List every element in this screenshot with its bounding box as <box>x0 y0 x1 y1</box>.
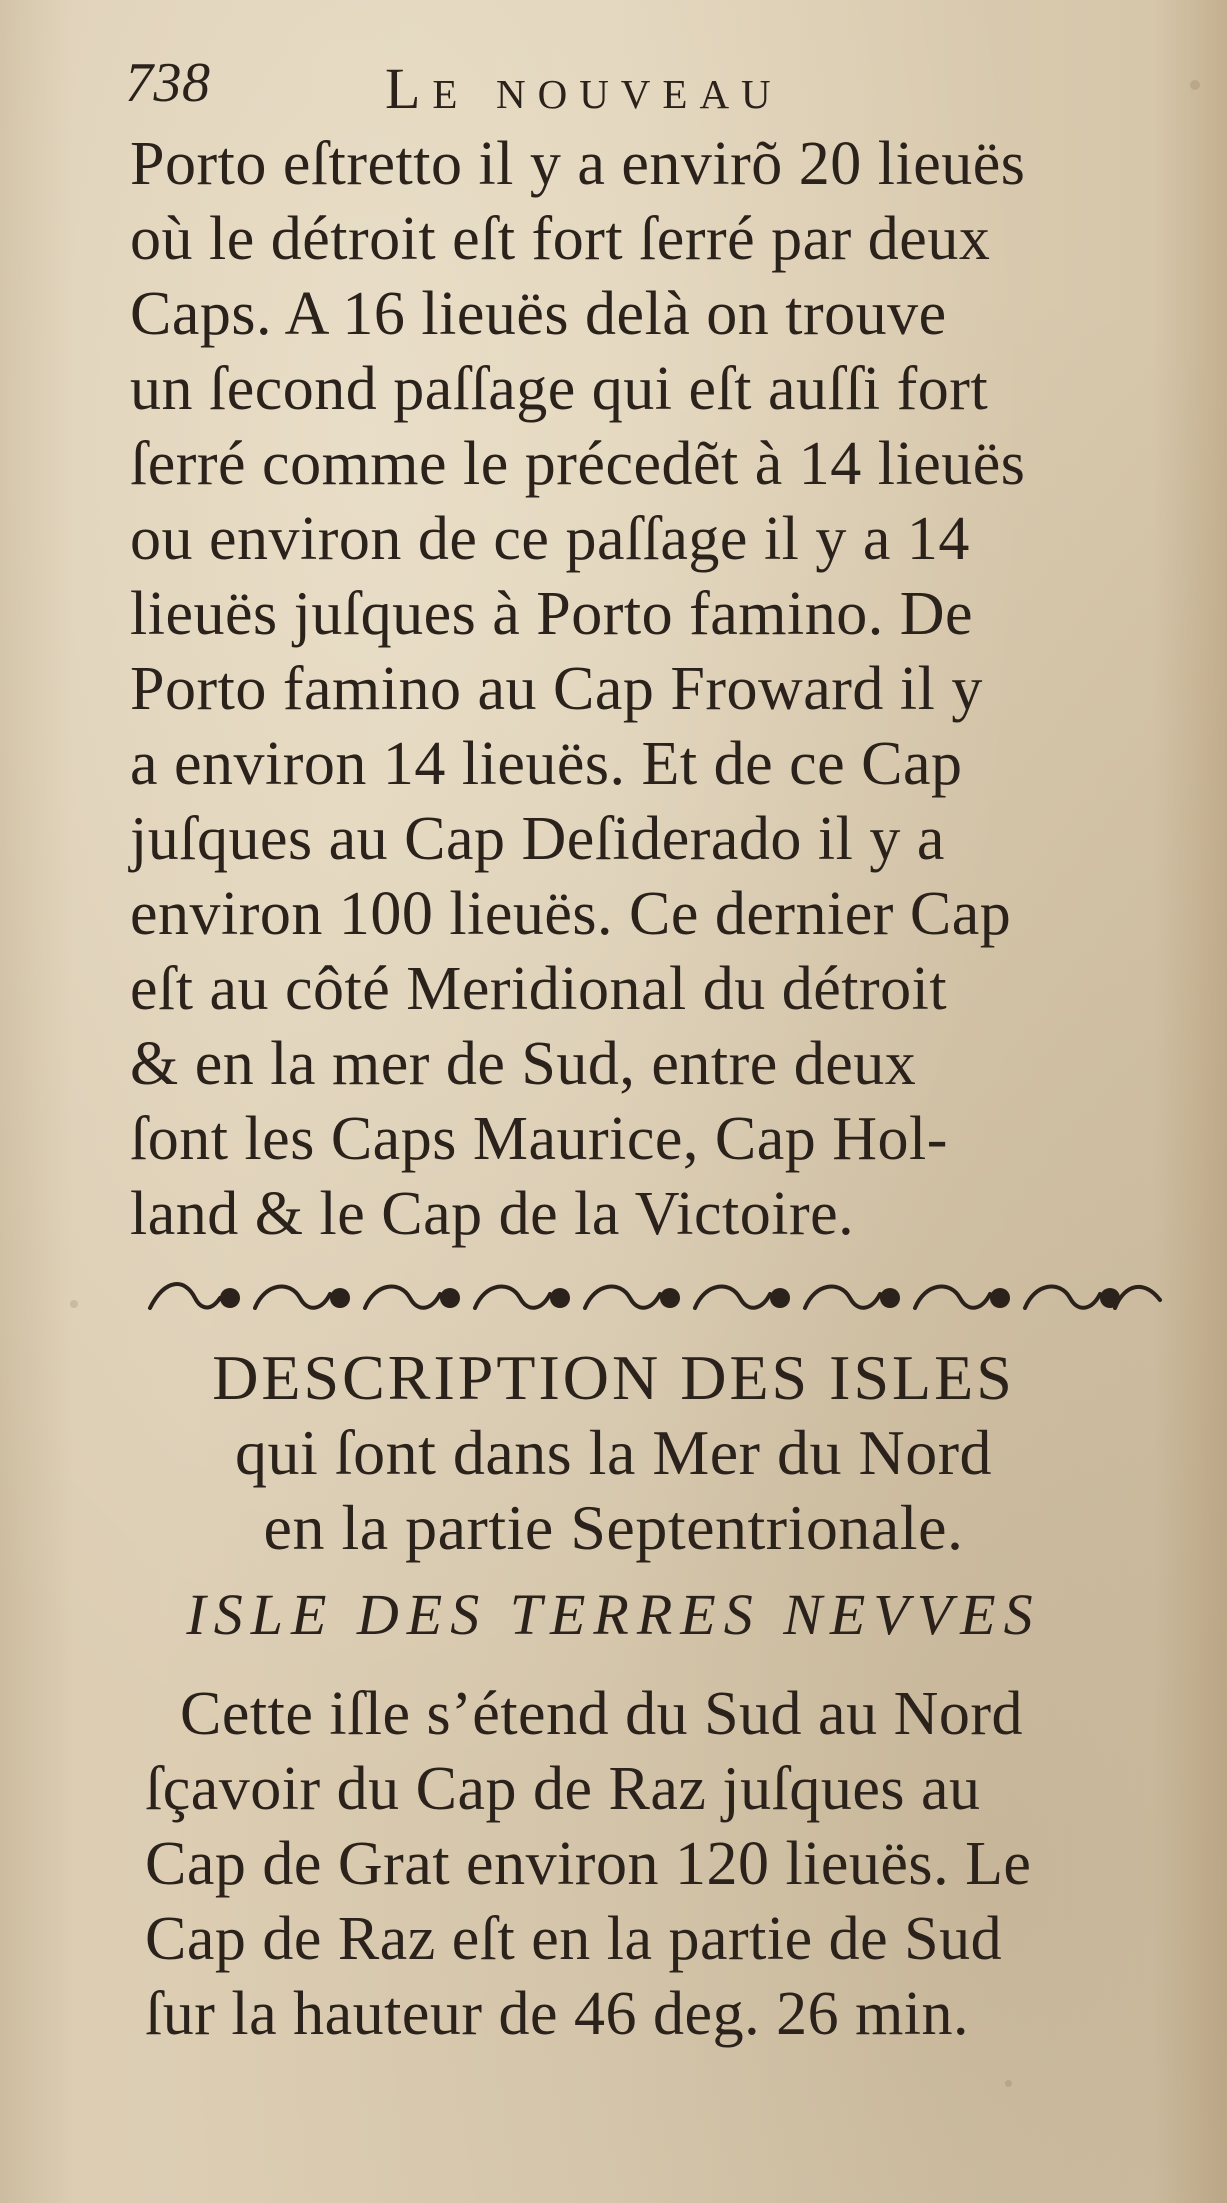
section-heading: DESCRIPTION DES ISLES <box>212 1342 1015 1413</box>
body-line: ſont les Caps Maurice, Cap Hol- <box>130 1105 948 1173</box>
body-line: juſques au Cap Deſiderado il y a <box>130 805 945 873</box>
section-heading-line: en la partie Septentrionale. <box>263 1492 964 1563</box>
body-line: Cap de Raz eſt en la partie de Sud <box>145 1905 1003 1973</box>
body-line: ou environ de ce paſſage il y a 14 <box>130 505 970 573</box>
body-line: lieuës juſques à Porto famino. De <box>130 580 973 648</box>
body-line: Cap de Grat environ 120 lieuës. Le <box>145 1830 1032 1898</box>
body-line: Porto famino au Cap Froward il y <box>130 655 983 723</box>
body-line: ſçavoir du Cap de Raz juſques au <box>145 1755 981 1823</box>
paper-stain <box>1005 2080 1012 2087</box>
paper-stain <box>1190 80 1200 90</box>
body-line: land & le Cap de la Victoire. <box>130 1180 855 1248</box>
page-number: 738 <box>125 52 211 114</box>
body-line: un ſecond paſſage qui eſt auſſi fort <box>130 355 989 423</box>
ornament-band <box>140 1268 1170 1328</box>
running-title: Le nouveau <box>385 56 783 121</box>
island-subheading: ISLE DES TERRES NEVVES <box>186 1582 1041 1647</box>
body-line: Cette iſle s’étend du Sud au Nord <box>180 1680 1023 1748</box>
body-line: environ 100 lieuës. Ce dernier Cap <box>130 880 1012 948</box>
body-line: & en la mer de Sud, entre deux <box>130 1030 917 1098</box>
body-line: Caps. A 16 lieuës delà on trouve <box>130 280 947 348</box>
body-line: ſur la hauteur de 46 deg. 26 min. <box>145 1980 970 2048</box>
body-line: a environ 14 lieuës. Et de ce Cap <box>130 730 963 798</box>
body-line: où le détroit eſt fort ſerré par deux <box>130 205 991 273</box>
body-line: ſerré comme le précedẽt à 14 lieuës <box>130 430 1026 498</box>
body-line: Porto eſtretto il y a envirõ 20 lieuës <box>130 130 1026 198</box>
paper-stain <box>70 1300 78 1308</box>
body-line: eſt au côté Meridional du détroit <box>130 955 948 1023</box>
section-heading-line: qui ſont dans la Mer du Nord <box>235 1417 992 1488</box>
